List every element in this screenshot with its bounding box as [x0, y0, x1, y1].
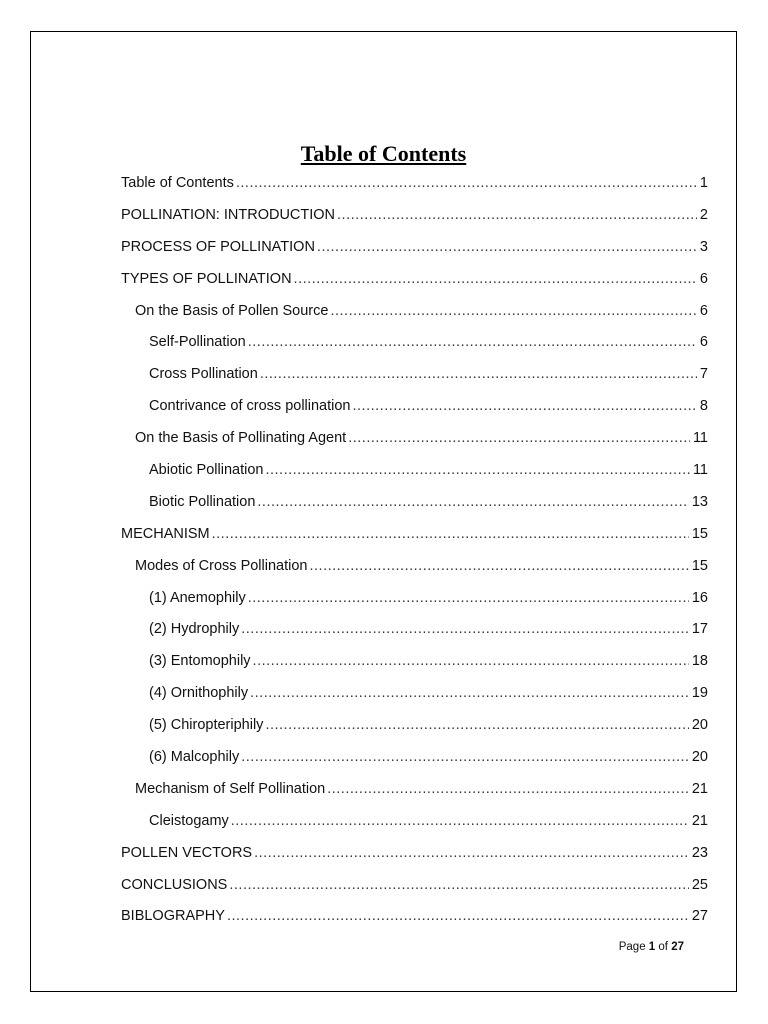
toc-dot-leader: [248, 587, 689, 609]
toc-entry-page: 17: [691, 621, 708, 638]
toc-entry[interactable]: [121, 363, 708, 395]
toc-dot-leader: [257, 491, 688, 513]
toc-entry-page: 11: [692, 462, 708, 479]
toc-dot-leader: [353, 395, 697, 417]
toc-entry-label: (1) Anemophily: [149, 589, 246, 606]
toc-entry-page: 6: [699, 302, 708, 319]
toc-entry-label: (6) Malcophily: [149, 749, 240, 766]
toc-entry[interactable]: [121, 268, 708, 300]
toc-dot-leader: [250, 682, 689, 704]
toc-entry[interactable]: [121, 236, 708, 268]
toc-entry[interactable]: [121, 523, 708, 555]
toc-entry-page: 25: [691, 876, 708, 893]
toc-entry[interactable]: [121, 810, 708, 842]
toc-dot-leader: [231, 810, 689, 832]
footer-of-text: of: [658, 941, 668, 953]
toc-entry[interactable]: [121, 459, 708, 491]
toc-dot-leader: [227, 905, 689, 927]
toc-dot-leader: [229, 874, 689, 896]
document-page: [30, 31, 737, 992]
toc-dot-leader: [337, 204, 697, 226]
toc-entry-label: (4) Ornithophily: [149, 685, 249, 702]
toc-dot-leader: [241, 746, 689, 768]
toc-dot-leader: [265, 714, 688, 736]
toc-dot-leader: [236, 172, 697, 194]
toc-entry-label: Self-Pollination: [149, 334, 246, 351]
toc-entry-page: 3: [699, 238, 708, 255]
toc-entry[interactable]: [121, 746, 708, 778]
toc-entry-page: 11: [692, 430, 708, 447]
toc-entry[interactable]: [121, 778, 708, 810]
toc-entry[interactable]: [121, 842, 708, 874]
toc-entry[interactable]: [121, 172, 708, 204]
toc-entry-label: (2) Hydrophily: [149, 621, 240, 638]
toc-dot-leader: [241, 618, 689, 640]
toc-entry-page: 20: [691, 749, 708, 766]
toc-entry-label: MECHANISM: [121, 525, 210, 542]
footer-current-page: 1: [648, 941, 656, 953]
toc-entry-label: Cross Pollination: [149, 366, 258, 383]
toc-entry-page: 27: [691, 908, 708, 925]
toc-entry-label: Contrivance of cross pollination: [149, 398, 351, 415]
toc-entry-label: Cleistogamy: [149, 812, 229, 829]
footer-total-pages: 27: [671, 941, 684, 953]
toc-entry[interactable]: [121, 300, 708, 332]
toc-entry-label: Modes of Cross Pollination: [135, 557, 308, 574]
toc-entry-page: 6: [699, 334, 708, 351]
toc-entry-label: TYPES OF POLLINATION: [121, 270, 292, 287]
toc-dot-leader: [330, 300, 696, 322]
toc-entry[interactable]: [121, 682, 708, 714]
toc-entry-label: (5) Chiropteriphily: [149, 717, 264, 734]
toc-dot-leader: [309, 555, 688, 577]
toc-entry[interactable]: [121, 618, 708, 650]
toc-dot-leader: [265, 459, 689, 481]
toc-entry-page: 20: [691, 717, 708, 734]
toc-entry[interactable]: [121, 874, 708, 906]
toc-entry[interactable]: [121, 395, 708, 427]
toc-dot-leader: [253, 650, 689, 672]
toc-entry-label: On the Basis of Pollen Source: [135, 302, 329, 319]
footer-page-prefix: Page: [618, 941, 646, 953]
toc-entry-page: 23: [691, 844, 708, 861]
page-title: Table of Contents: [300, 141, 467, 166]
toc-entry-label: CONCLUSIONS: [121, 876, 228, 893]
toc-entry-page: 13: [691, 493, 708, 510]
toc-entry-label: BIBLOGRAPHY: [121, 908, 225, 925]
toc-entry-page: 19: [691, 685, 708, 702]
toc-entry[interactable]: [121, 555, 708, 587]
toc-entry-page: 8: [699, 398, 708, 415]
page-number-footer: [619, 941, 684, 953]
toc-dot-leader: [248, 331, 697, 353]
toc-entry-label: PROCESS OF POLLINATION: [121, 238, 315, 255]
toc-dot-leader: [212, 523, 689, 545]
toc-entry[interactable]: [121, 650, 708, 682]
toc-entry-label: On the Basis of Pollinating Agent: [135, 430, 347, 447]
toc-dot-leader: [260, 363, 697, 385]
toc-entry-page: 7: [699, 366, 708, 383]
toc-entry-page: 15: [691, 525, 708, 542]
toc-entry-page: 16: [691, 589, 708, 606]
toc-entry-label: POLLINATION: INTRODUCTION: [121, 206, 336, 223]
toc-dot-leader: [327, 778, 689, 800]
toc-entry-label: Biotic Pollination: [149, 493, 256, 510]
toc-entry[interactable]: [121, 905, 708, 937]
toc-entry[interactable]: [121, 587, 708, 619]
toc-entry[interactable]: [121, 204, 708, 236]
toc-entry-page: 2: [699, 206, 708, 223]
toc-entry-label: Mechanism of Self Pollination: [135, 780, 326, 797]
toc-entry-page: 1: [699, 175, 708, 191]
toc-entry-label: (3) Entomophily: [149, 653, 251, 670]
toc-entry[interactable]: [121, 714, 708, 746]
table-of-contents: [121, 172, 708, 937]
toc-entry-label: POLLEN VECTORS: [121, 844, 253, 861]
toc-entry-page: 21: [691, 812, 708, 829]
toc-entry-label: Abiotic Pollination: [149, 462, 264, 479]
toc-entry-page: 15: [691, 557, 708, 574]
toc-entry-page: 18: [691, 653, 708, 670]
toc-dot-leader: [294, 268, 697, 290]
toc-dot-leader: [254, 842, 689, 864]
toc-entry[interactable]: [121, 427, 708, 459]
toc-entry-label: Table of Contents: [121, 175, 234, 191]
toc-entry-page: 21: [691, 780, 708, 797]
toc-entry-page: 6: [699, 270, 708, 287]
toc-dot-leader: [317, 236, 697, 258]
toc-entry[interactable]: [121, 331, 708, 363]
toc-entry[interactable]: [121, 491, 708, 523]
toc-dot-leader: [348, 427, 690, 449]
